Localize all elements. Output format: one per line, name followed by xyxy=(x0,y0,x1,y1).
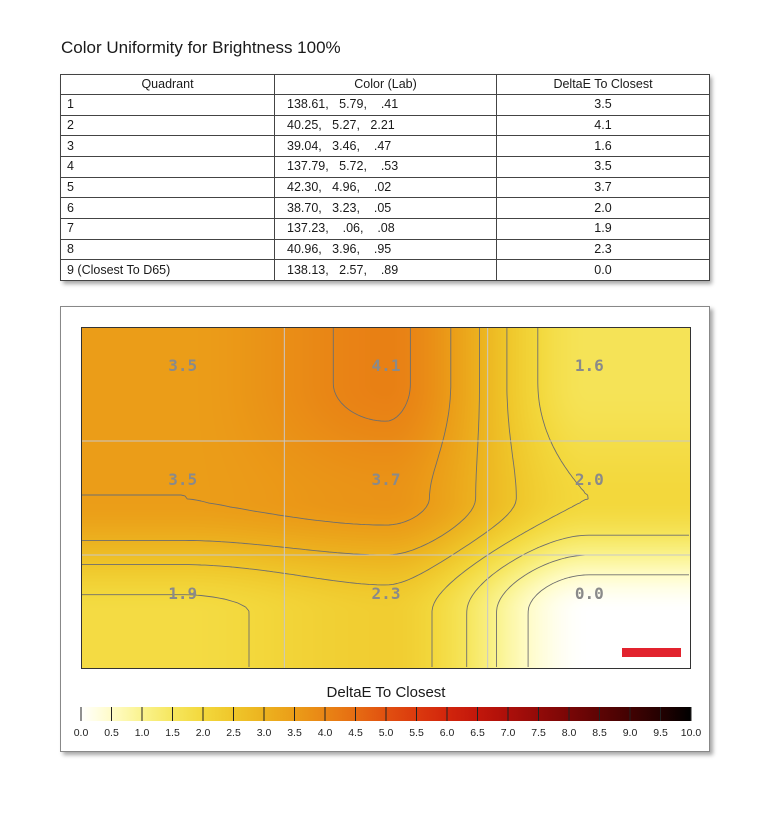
table-row xyxy=(61,115,710,136)
cell-quadrant: 3 xyxy=(61,136,275,157)
heatmap-panel xyxy=(60,306,710,752)
cell-label: 3.5 xyxy=(168,356,198,375)
colorbar-title: DeltaE To Closest xyxy=(326,684,446,701)
red-marker xyxy=(622,648,681,657)
heatmap xyxy=(81,327,691,669)
cell-deltae: 1.9 xyxy=(497,218,710,239)
colorbar-tick-label: 2.5 xyxy=(226,727,241,739)
cell-color-lab: 39.04, 3.46, .47 xyxy=(275,136,497,157)
cell-label: 3.5 xyxy=(168,470,198,489)
cell-color-lab: 137.23, .06, .08 xyxy=(275,218,497,239)
colorbar-tick-label: 7.0 xyxy=(500,727,516,739)
cell-quadrant: 1 xyxy=(61,95,275,116)
cell-color-lab: 138.61, 5.79, .41 xyxy=(275,95,497,116)
table-row xyxy=(61,177,710,198)
colorbar-tick-label: 0.0 xyxy=(73,727,89,739)
cell-color-lab: 42.30, 4.96, .02 xyxy=(275,177,497,198)
cell-label: 0.0 xyxy=(574,584,604,603)
cell-deltae: 3.7 xyxy=(497,177,710,198)
colorbar-tick-label: 4.0 xyxy=(317,727,333,739)
table-row xyxy=(61,239,710,260)
cell-deltae: 0.0 xyxy=(497,260,710,281)
cell-quadrant: 5 xyxy=(61,177,275,198)
colorbar-tick-label: 3.0 xyxy=(256,727,272,739)
colorbar-tick-label: 3.5 xyxy=(287,727,302,739)
colorbar-tick-label: 8.5 xyxy=(592,727,607,739)
heatmap-field xyxy=(81,327,691,669)
cell-color-lab: 138.13, 2.57, .89 xyxy=(275,260,497,281)
cell-deltae: 3.5 xyxy=(497,95,710,116)
cell-quadrant: 2 xyxy=(61,115,275,136)
header-quadrant: Quadrant xyxy=(61,75,275,95)
colorbar-tick-label: 6.5 xyxy=(470,727,485,739)
colorbar-tick-label: 0.5 xyxy=(104,727,119,739)
header-deltae: DeltaE To Closest xyxy=(497,75,710,95)
table-header-row xyxy=(61,75,710,95)
cell-color-lab: 38.70, 3.23, .05 xyxy=(275,198,497,219)
colorbar-tick-label: 6.0 xyxy=(439,727,455,739)
colorbar-tick-label: 5.5 xyxy=(409,727,424,739)
table-row xyxy=(61,95,710,116)
colorbar-tick-label: 8.0 xyxy=(561,727,577,739)
colorbar-tick-label: 1.5 xyxy=(165,727,180,739)
colorbar-tick-label: 1.0 xyxy=(134,727,150,739)
table-row xyxy=(61,218,710,239)
colorbar-tick-label: 9.5 xyxy=(653,727,668,739)
table-row xyxy=(61,260,710,281)
colorbar-tick-label: 5.0 xyxy=(378,727,394,739)
cell-color-lab: 40.96, 3.96, .95 xyxy=(275,239,497,260)
cell-deltae: 4.1 xyxy=(497,115,710,136)
table-row xyxy=(61,156,710,177)
cell-label: 3.7 xyxy=(371,470,401,489)
colorbar-tick-label: 2.0 xyxy=(195,727,211,739)
cell-label: 4.1 xyxy=(371,356,401,375)
colorbar-tick-label: 10.0 xyxy=(680,727,702,739)
colorbar-tick-label: 7.5 xyxy=(531,727,546,739)
colorbar xyxy=(61,705,711,751)
cell-quadrant: 4 xyxy=(61,156,275,177)
cell-deltae: 3.5 xyxy=(497,156,710,177)
cell-deltae: 1.6 xyxy=(497,136,710,157)
table-row xyxy=(61,136,710,157)
cell-deltae: 2.3 xyxy=(497,239,710,260)
header-color-lab: Color (Lab) xyxy=(275,75,497,95)
cell-quadrant: 9 (Closest To D65) xyxy=(61,260,275,281)
cell-label: 2.3 xyxy=(371,584,401,603)
cell-label: 2.0 xyxy=(574,470,604,489)
cell-color-lab: 40.25, 5.27, 2.21 xyxy=(275,115,497,136)
cell-deltae: 2.0 xyxy=(497,198,710,219)
cell-quadrant: 6 xyxy=(61,198,275,219)
cell-label: 1.9 xyxy=(168,584,198,603)
cell-quadrant: 7 xyxy=(61,218,275,239)
colorbar-tick-label: 9.0 xyxy=(622,727,638,739)
cell-color-lab: 137.79, 5.72, .53 xyxy=(275,156,497,177)
colorbar-tick-label: 4.5 xyxy=(348,727,363,739)
cell-quadrant: 8 xyxy=(61,239,275,260)
table-row xyxy=(61,198,710,219)
chart-title: Color Uniformity for Brightness 100% xyxy=(61,38,341,57)
uniformity-table xyxy=(60,74,709,281)
cell-label: 1.6 xyxy=(574,356,604,375)
